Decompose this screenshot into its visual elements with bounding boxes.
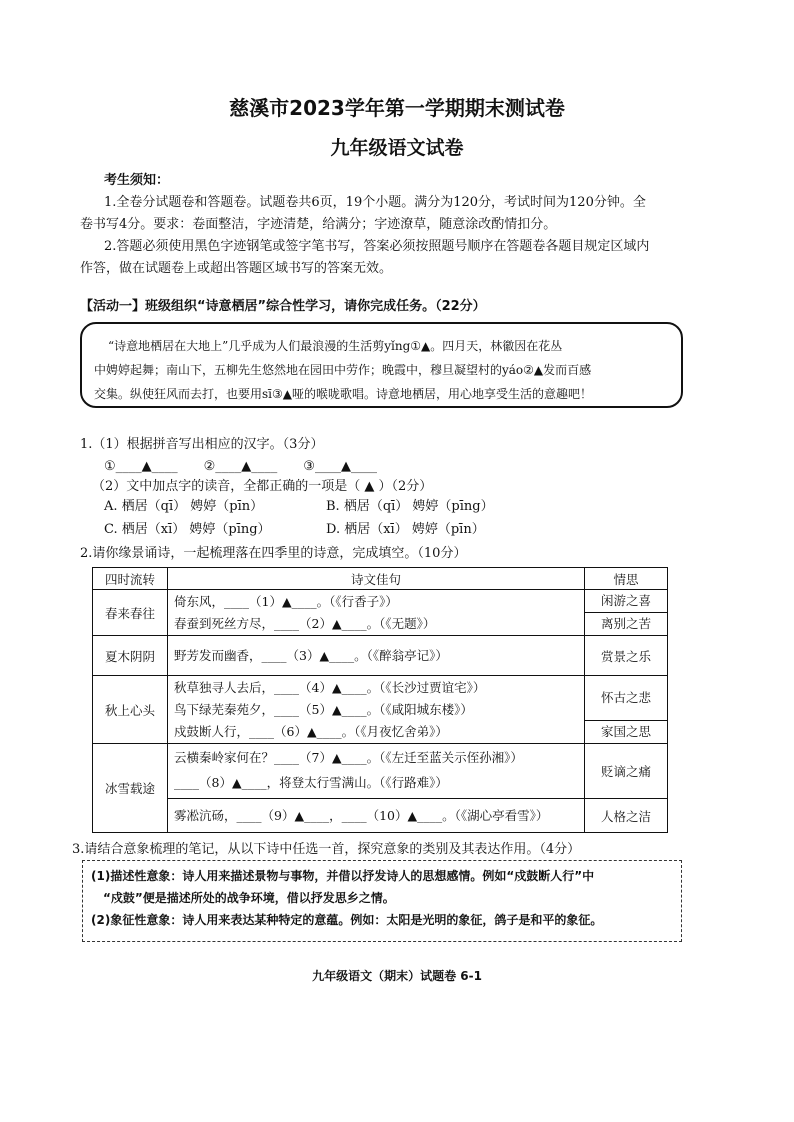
header-poem: 诗文佳句 xyxy=(168,568,585,590)
table-row xyxy=(93,799,668,833)
notice-line-1a: 1.全卷分试题卷和答题卷。试题卷共6页，19个小题。满分为120分，考试时间为120分钟。全 xyxy=(104,195,646,210)
season-cell: 秋上心头 xyxy=(93,676,168,744)
option-c: C. 栖居（xī） 娉婷（pīng） xyxy=(104,522,271,537)
note-1b: “戍鼓”便是描述所处的战争环境，借以抒发思乡之情。 xyxy=(103,891,395,905)
note-2: (2)象征性意象：诗人用来表达某种特定的意蕴。例如：太阳是光明的象征，鸽子是和平的象征。 xyxy=(91,913,603,927)
q2-stem: 2.请你缘景诵诗，一起梳理落在四季里的诗意，完成填空。（10分） xyxy=(80,546,467,561)
q1-blanks: ①____▲____ ②____▲____ ③____▲____ xyxy=(104,459,377,474)
emotion-cell: 家国之思 xyxy=(600,724,651,739)
passage-line-3: 交集。纵使狂风而去打，也要用sī③▲哑的喉咙歌唱。诗意地栖居，用心地享受生活的意趣吧！ xyxy=(94,387,592,401)
q1-stem: 1.（1）根据拼音写出相应的汉字。（3分） xyxy=(80,437,324,452)
header-emotion: 情思 xyxy=(585,568,668,590)
poem-line: 秋草独寻人去后，____（4）▲____。（《长沙过贾谊宅》） xyxy=(174,679,486,695)
season-cell: 春来春往 xyxy=(93,590,168,636)
note-1a: (1)描述性意象：诗人用来描述景物与事物，并借以抒发诗人的思想感情。例如“戍鼓断人行”中 xyxy=(91,869,595,883)
table-row xyxy=(93,744,668,799)
header-season: 四时流转 xyxy=(93,568,168,590)
poem-line: ____（8）▲____，将登太行雪满山。（《行路难》） xyxy=(174,775,448,790)
passage-line-2: 中娉婷起舞；南山下，五柳先生悠然地在园田中劳作；晚霞中，穆旦凝望村的yáo②▲发而百感 xyxy=(94,363,592,377)
poem-line: 戍鼓断人行，____（6）▲____。（《月夜忆舍弟》） xyxy=(174,723,448,739)
table-row xyxy=(93,676,668,744)
poem-line: 云横秦岭家何在？____（7）▲____。（《左迁至蓝关示侄孙湘》） xyxy=(174,750,523,765)
poem-line: 雾凇沆砀，____（9）▲____，____（10）▲____。（《湖心亭看雪》） xyxy=(174,807,549,823)
emotion-cell: 人格之洁 xyxy=(585,799,668,833)
emotion-cell: 赏景之乐 xyxy=(585,636,668,676)
passage-box xyxy=(80,322,683,408)
option-b: B. 栖居（qī） 娉婷（pīng） xyxy=(326,499,494,514)
activity-heading: 【活动一】班级组织“诗意栖居”综合性学习，请你完成任务。（22分） xyxy=(80,299,486,314)
table-row xyxy=(93,636,668,676)
season-cell: 夏木阴阴 xyxy=(93,636,168,676)
exam-subtitle: 九年级语文试卷 xyxy=(330,137,464,159)
exam-title: 慈溪市2023学年第一学期期末测试卷 xyxy=(229,96,565,120)
poem-line: 鸟下绿芜秦苑夕，____（5）▲____。（《咸阳城东楼》） xyxy=(174,701,473,717)
poem-line: 倚东风，____（1）▲____。（《行香子》） xyxy=(174,593,398,609)
option-a: A. 栖居（qī） 娉婷（pīn） xyxy=(104,499,264,514)
page-footer: 九年级语文（期末）试题卷 6-1 xyxy=(312,969,482,983)
notice-line-1b: 卷书写4分。要求：卷面整洁，字迹清楚，给满分；字迹潦草，随意涂改酌情扣分。 xyxy=(80,217,557,232)
poem-line: 春蚕到死丝方尽，____（2）▲____。（《无题》） xyxy=(174,615,436,631)
notice-line-2a: 2.答题必须使用黑色字迹钢笔或签字笔书写，答案必须按照题号顺序在答题卷各题目规定区域内 xyxy=(104,239,650,254)
notice-heading: 考生须知： xyxy=(104,173,170,188)
notes-box xyxy=(82,860,682,942)
table-row xyxy=(93,590,668,636)
emotion-cell: 闲游之喜 xyxy=(585,590,667,613)
season-cell: 冰雪载途 xyxy=(93,744,168,833)
poem-table xyxy=(92,567,668,833)
emotion-cell: 怀古之悲 xyxy=(585,676,667,721)
emotion-cell: 贬谪之痛 xyxy=(585,744,668,799)
notice-line-2b: 作答，做在试题卷上或超出答题区域书写的答案无效。 xyxy=(80,261,393,276)
emotion-cell: 离别之苦 xyxy=(600,616,651,631)
option-d: D. 栖居（xī） 娉婷（pīn） xyxy=(326,522,485,537)
poem-line: 野芳发而幽香，____（3）▲____。（《醉翁亭记》） xyxy=(174,647,448,663)
q1-sub2: （2）文中加点字的读音，全都正确的一项是（ ▲ ）（2分） xyxy=(92,479,433,494)
q3-stem: 3.请结合意象梳理的笔记，从以下诗中任选一首，探究意象的类别及其表达作用。（4分） xyxy=(72,842,581,857)
passage-line-1: “诗意地栖居在大地上”几乎成为人们最浪漫的生活剪yǐng①▲。四月天，林徽因在花丛 xyxy=(108,339,563,353)
